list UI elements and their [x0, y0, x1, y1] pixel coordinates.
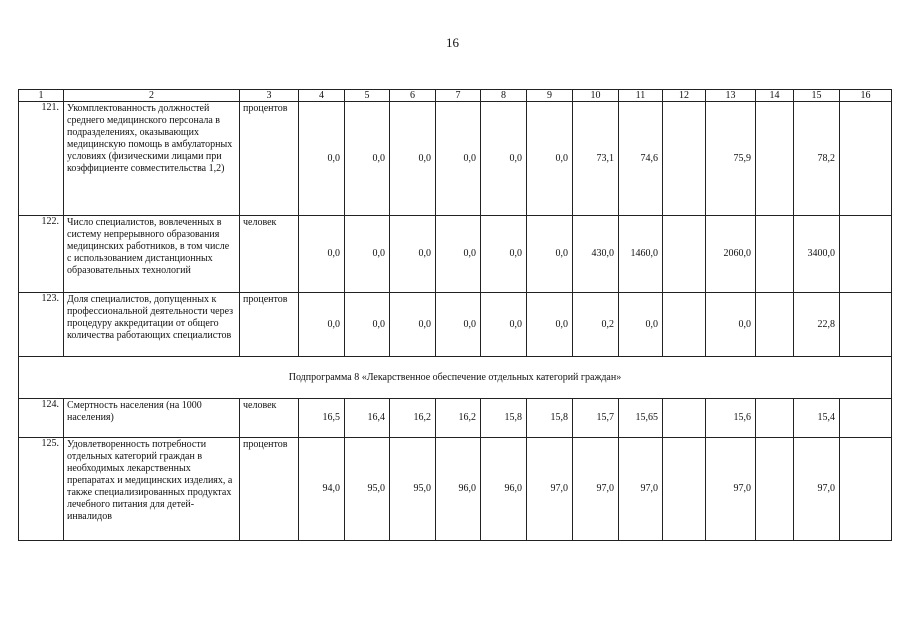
- header-cell: 2: [64, 90, 240, 102]
- header-row: [19, 90, 892, 102]
- unit-cell: процентов: [240, 438, 299, 541]
- value-cell: 0,0: [390, 102, 436, 216]
- unit-cell: процентов: [240, 293, 299, 357]
- value-cell: 95,0: [345, 438, 390, 541]
- value-cell: [756, 399, 794, 438]
- value-cell: [663, 293, 706, 357]
- value-cell: 97,0: [619, 438, 663, 541]
- row-number: 124.: [19, 399, 64, 438]
- value-cell: 97,0: [573, 438, 619, 541]
- row-number: 125.: [19, 438, 64, 541]
- value-cell: 22,8: [794, 293, 840, 357]
- value-cell: 0,0: [299, 216, 345, 293]
- header-cell: 7: [436, 90, 481, 102]
- value-cell: 0,0: [390, 293, 436, 357]
- value-cell: 74,6: [619, 102, 663, 216]
- value-cell: 97,0: [794, 438, 840, 541]
- value-cell: 16,2: [390, 399, 436, 438]
- value-cell: 0,0: [481, 102, 527, 216]
- value-cell: 0,0: [619, 293, 663, 357]
- header-cell: 15: [794, 90, 840, 102]
- value-cell: 97,0: [706, 438, 756, 541]
- value-cell: 0,0: [527, 102, 573, 216]
- unit-cell: человек: [240, 399, 299, 438]
- value-cell: [840, 216, 892, 293]
- header-cell: 10: [573, 90, 619, 102]
- value-cell: 0,2: [573, 293, 619, 357]
- value-cell: 0,0: [706, 293, 756, 357]
- value-cell: [756, 293, 794, 357]
- header-cell: 8: [481, 90, 527, 102]
- value-cell: [840, 102, 892, 216]
- header-cell: 6: [390, 90, 436, 102]
- value-cell: 2060,0: [706, 216, 756, 293]
- value-cell: [756, 102, 794, 216]
- unit-cell: процентов: [240, 102, 299, 216]
- value-cell: 0,0: [436, 102, 481, 216]
- value-cell: 0,0: [345, 216, 390, 293]
- value-cell: [840, 293, 892, 357]
- value-cell: 15,8: [527, 399, 573, 438]
- indicator-name: Число специалистов, вовлеченных в систему непрерывного образования медицинских работников, в том числе с использованием дистанционных образовательных технологий: [64, 216, 240, 293]
- value-cell: [756, 438, 794, 541]
- value-cell: 3400,0: [794, 216, 840, 293]
- subprogram-title: Подпрограмма 8 «Лекарственное обеспечение отдельных категорий граждан»: [19, 357, 892, 399]
- value-cell: 97,0: [527, 438, 573, 541]
- value-cell: 0,0: [527, 216, 573, 293]
- header-cell: 3: [240, 90, 299, 102]
- value-cell: 0,0: [527, 293, 573, 357]
- value-cell: 16,2: [436, 399, 481, 438]
- page-number: 16: [446, 35, 459, 50]
- indicators-table: [18, 89, 892, 541]
- value-cell: 15,65: [619, 399, 663, 438]
- value-cell: 15,8: [481, 399, 527, 438]
- value-cell: 16,4: [345, 399, 390, 438]
- value-cell: 0,0: [436, 293, 481, 357]
- table-row: [19, 438, 892, 541]
- indicator-name: Доля специалистов, допущенных к профессиональной деятельности через процедуру аккредитации от общего количества работающих специалистов: [64, 293, 240, 357]
- header-cell: 12: [663, 90, 706, 102]
- value-cell: [663, 399, 706, 438]
- value-cell: 430,0: [573, 216, 619, 293]
- table-row: [19, 399, 892, 438]
- header-cell: 1: [19, 90, 64, 102]
- header-cell: 11: [619, 90, 663, 102]
- value-cell: [756, 216, 794, 293]
- indicator-name: Укомплектованность должностей среднего медицинского персонала в подразделениях, оказывающих медицинскую помощь в амбулаторных условиях (физическими лицами при коэффициенте совместительства 1,2): [64, 102, 240, 216]
- value-cell: 0,0: [345, 102, 390, 216]
- value-cell: [663, 438, 706, 541]
- value-cell: [663, 216, 706, 293]
- value-cell: 0,0: [299, 102, 345, 216]
- row-number: 121.: [19, 102, 64, 216]
- header-cell: 5: [345, 90, 390, 102]
- indicator-name: Удовлетворенность потребности отдельных категорий граждан в необходимых лекарственных препаратах и медицинских изделиях, а также специализированных продуктах лечебного питания для детей-инвалидов: [64, 438, 240, 541]
- header-cell: 4: [299, 90, 345, 102]
- header-cell: 14: [756, 90, 794, 102]
- header-cell: 9: [527, 90, 573, 102]
- value-cell: 75,9: [706, 102, 756, 216]
- value-cell: [663, 102, 706, 216]
- value-cell: 0,0: [345, 293, 390, 357]
- value-cell: 0,0: [481, 293, 527, 357]
- value-cell: 15,7: [573, 399, 619, 438]
- row-number: 122.: [19, 216, 64, 293]
- value-cell: 15,4: [794, 399, 840, 438]
- header-cell: 16: [840, 90, 892, 102]
- unit-cell: человек: [240, 216, 299, 293]
- table-row: [19, 216, 892, 293]
- value-cell: 73,1: [573, 102, 619, 216]
- subprogram-row: [19, 357, 892, 399]
- value-cell: 0,0: [390, 216, 436, 293]
- value-cell: 15,6: [706, 399, 756, 438]
- table-row: [19, 293, 892, 357]
- value-cell: 94,0: [299, 438, 345, 541]
- value-cell: [840, 438, 892, 541]
- value-cell: 0,0: [299, 293, 345, 357]
- row-number: 123.: [19, 293, 64, 357]
- header-cell: 13: [706, 90, 756, 102]
- value-cell: 1460,0: [619, 216, 663, 293]
- indicator-name: Смертность населения (на 1000 населения): [64, 399, 240, 438]
- value-cell: 0,0: [481, 216, 527, 293]
- value-cell: 16,5: [299, 399, 345, 438]
- value-cell: 0,0: [436, 216, 481, 293]
- value-cell: 96,0: [436, 438, 481, 541]
- value-cell: 78,2: [794, 102, 840, 216]
- value-cell: [840, 399, 892, 438]
- value-cell: 95,0: [390, 438, 436, 541]
- value-cell: 96,0: [481, 438, 527, 541]
- table-row: [19, 102, 892, 216]
